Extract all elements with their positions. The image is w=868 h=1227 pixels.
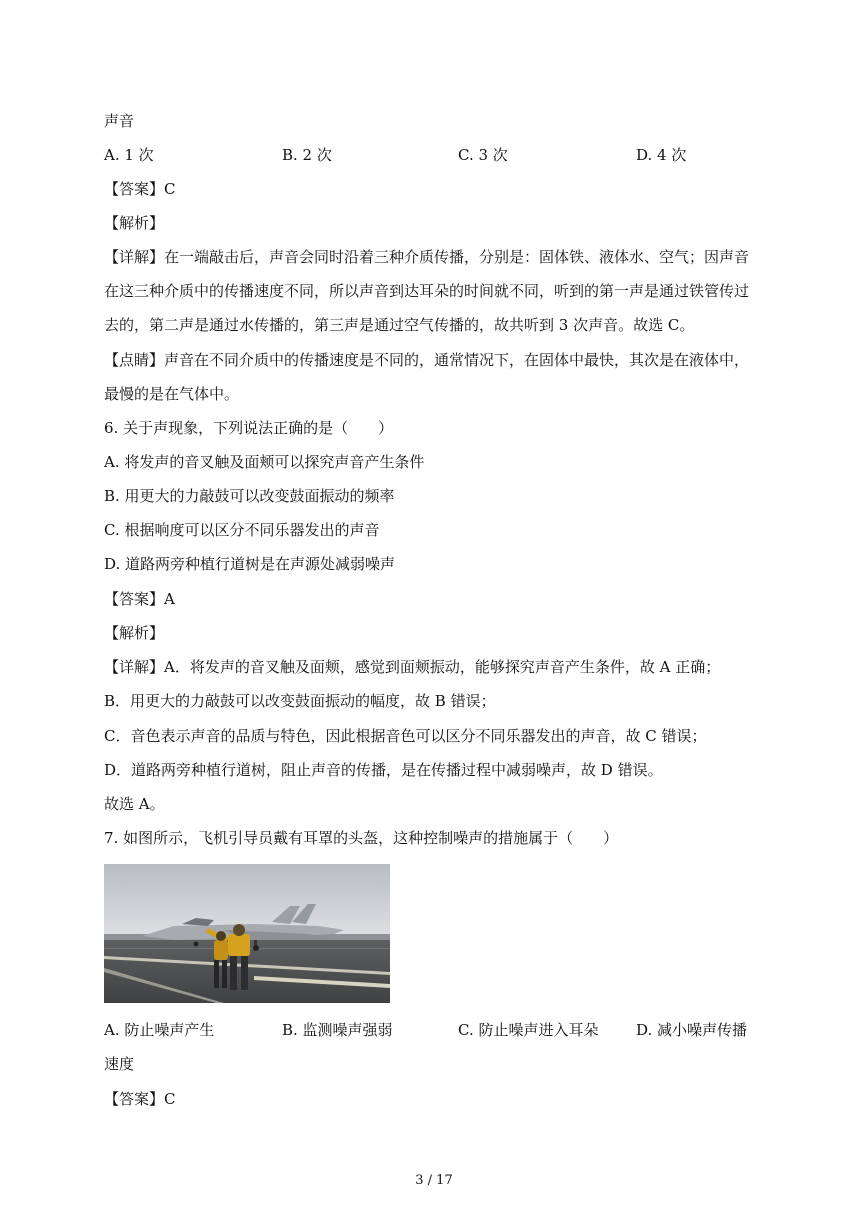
q7-option-a: A. 防止噪声产生 xyxy=(104,1021,215,1039)
note-line: 最慢的是在气体中。 xyxy=(104,385,240,403)
q7-option-d: D. 减小噪声传播 xyxy=(636,1021,748,1039)
conclusion-line: 故选 A。 xyxy=(104,795,165,813)
detail-line: D．道路两旁种植行道树，阻止声音的传播，是在传播过程中减弱噪声，故 D 错误。 xyxy=(104,761,663,779)
aircraft-carrier-photo-illustration xyxy=(104,864,390,1003)
detail-line: 在这三种介质中的传播速度不同，所以声音到达耳朵的时间就不同，听到的第一声是通过铁管传过 xyxy=(104,282,750,300)
text-line: 声音 xyxy=(104,112,135,130)
question-7: 7. 如图所示，飞机引导员戴有耳罩的头盔，这种控制噪声的措施属于（ ） xyxy=(104,829,619,847)
answer-line: 【答案】A xyxy=(104,590,175,608)
detail-line: C．音色表示声音的品质与特色，因此根据音色可以区分不同乐器发出的声音，故 C 错误； xyxy=(104,727,707,745)
analysis-heading: 【解析】 xyxy=(104,624,165,642)
note-line: 【点睛】声音在不同介质中的传播速度是不同的，通常情况下，在固体中最快，其次是在液体中， xyxy=(104,351,750,369)
analysis-heading: 【解析】 xyxy=(104,214,165,232)
detail-line: B．用更大的力敲鼓可以改变鼓面振动的幅度，故 B 错误； xyxy=(104,692,496,710)
detail-line: 去的，第二声是通过水传播的，第三声是通过空气传播的，故共听到 3 次声音。故选 C。 xyxy=(104,316,695,334)
q5-option-a: A. 1 次 xyxy=(104,146,154,164)
detail-line: 【详解】A．将发声的音叉触及面颊，感觉到面颊振动，能够探究声音产生条件，故 A 正确； xyxy=(104,658,721,676)
q5-option-b: B. 2 次 xyxy=(282,146,332,164)
answer-line: 【答案】C xyxy=(104,1090,176,1108)
q6-option-b: B. 用更大的力敲鼓可以改变鼓面振动的频率 xyxy=(104,487,395,505)
aircraft-carrier-photo xyxy=(104,864,390,1003)
q5-option-c: C. 3 次 xyxy=(458,146,508,164)
page-number: 3 / 17 xyxy=(415,1173,453,1188)
q6-option-d: D. 道路两旁种植行道树是在声源处减弱噪声 xyxy=(104,555,396,573)
q7-option-d-continued: 速度 xyxy=(104,1055,135,1073)
answer-line: 【答案】C xyxy=(104,180,176,198)
q6-option-a: A. 将发声的音叉触及面颊可以探究声音产生条件 xyxy=(104,453,425,471)
q5-option-d: D. 4 次 xyxy=(636,146,687,164)
question-6: 6. 关于声现象，下列说法正确的是（ ） xyxy=(104,419,394,437)
detail-line: 【详解】在一端敲击后，声音会同时沿着三种介质传播，分别是：固体铁、液体水、空气；因声音 xyxy=(104,248,750,266)
q6-option-c: C. 根据响度可以区分不同乐器发出的声音 xyxy=(104,521,380,539)
q7-option-b: B. 监测噪声强弱 xyxy=(282,1021,393,1039)
q7-option-c: C. 防止噪声进入耳朵 xyxy=(458,1021,599,1039)
